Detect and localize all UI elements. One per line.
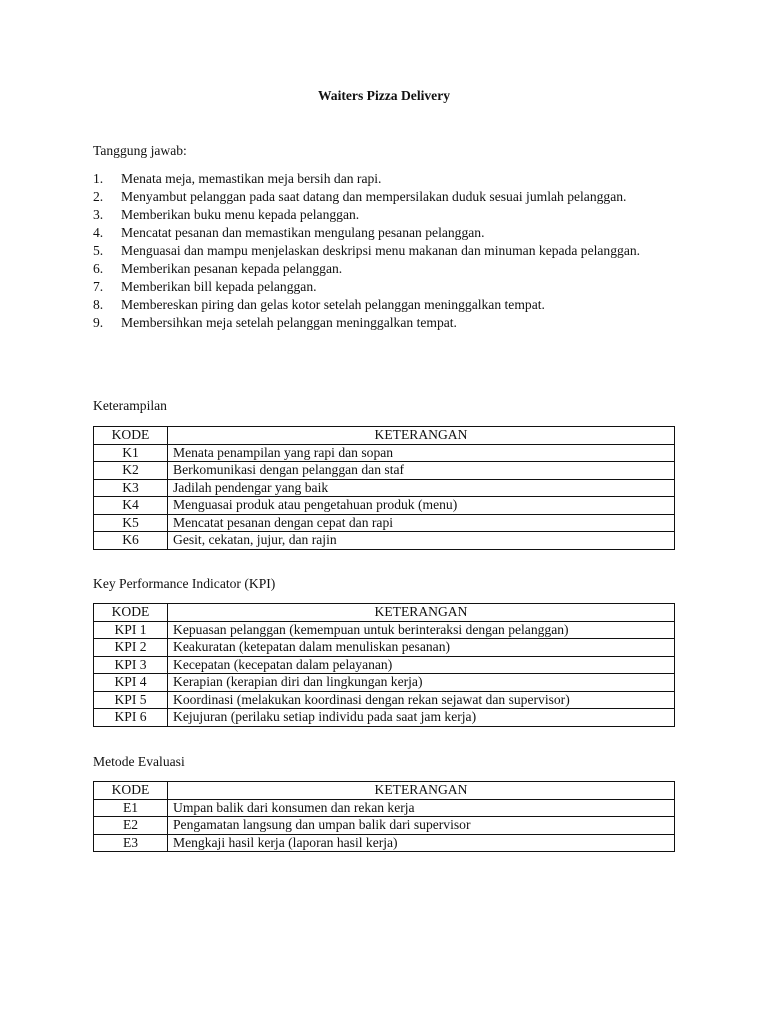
table-row (94, 514, 675, 532)
list-item-number: 3. (93, 207, 104, 222)
cell-description: Keakuratan (ketepatan dalam menuliskan pesanan) (168, 639, 675, 657)
table-row (94, 479, 675, 497)
cell-code: KPI 4 (94, 674, 168, 692)
table-header-row (94, 427, 675, 445)
cell-code: KPI 6 (94, 709, 168, 727)
skills-heading: Keterampilan (93, 398, 167, 413)
cell-description: Kejujuran (perilaku setiap individu pada saat jam kerja) (168, 709, 675, 727)
cell-code: E2 (94, 817, 168, 835)
cell-description: Jadilah pendengar yang baik (168, 479, 675, 497)
column-header-code: KODE (94, 782, 168, 800)
list-item-number: 2. (93, 189, 104, 204)
column-header-code: KODE (94, 427, 168, 445)
list-item-number: 8. (93, 297, 104, 312)
list-item (93, 260, 675, 278)
evaluation-heading: Metode Evaluasi (93, 754, 185, 769)
list-item-number: 1. (93, 171, 104, 186)
cell-code: K1 (94, 444, 168, 462)
cell-code: K2 (94, 462, 168, 480)
cell-description: Pengamatan langsung dan umpan balik dari supervisor (168, 817, 675, 835)
document-title: Waiters Pizza Delivery (317, 88, 451, 103)
table-header-row (94, 782, 675, 800)
table-row (94, 444, 675, 462)
skills-table (93, 426, 675, 550)
table-row (94, 621, 675, 639)
cell-description: Menata penampilan yang rapi dan sopan (168, 444, 675, 462)
table-row (94, 532, 675, 550)
list-item (93, 242, 675, 260)
table-row (94, 639, 675, 657)
list-item (93, 296, 675, 314)
cell-code: K6 (94, 532, 168, 550)
list-item-text: Menata meja, memastikan meja bersih dan rapi. (121, 171, 382, 186)
list-item-text: Menyambut pelanggan pada saat datang dan mempersilakan duduk sesuai jumlah pelanggan. (121, 189, 627, 204)
list-item (93, 170, 675, 188)
list-item (93, 224, 675, 242)
responsibilities-list (93, 170, 675, 332)
kpi-heading: Key Performance Indicator (KPI) (93, 576, 276, 591)
kpi-table (93, 603, 675, 727)
cell-description: Mengkaji hasil kerja (laporan hasil kerja) (168, 834, 675, 852)
cell-code: E3 (94, 834, 168, 852)
table-row (94, 674, 675, 692)
list-item-number: 7. (93, 279, 104, 294)
list-item-text: Memberikan pesanan kepada pelanggan. (121, 261, 343, 276)
column-header-description: KETERANGAN (168, 427, 675, 445)
list-item-text: Mencatat pesanan dan memastikan mengulang pesanan pelanggan. (121, 225, 485, 240)
table-row (94, 799, 675, 817)
table-row (94, 462, 675, 480)
cell-description: Menguasai produk atau pengetahuan produk (menu) (168, 497, 675, 515)
cell-code: K5 (94, 514, 168, 532)
list-item-text: Membereskan piring dan gelas kotor setelah pelanggan meninggalkan tempat. (121, 297, 545, 312)
list-item-number: 6. (93, 261, 104, 276)
cell-description: Mencatat pesanan dengan cepat dan rapi (168, 514, 675, 532)
cell-description: Berkomunikasi dengan pelanggan dan staf (168, 462, 675, 480)
list-item (93, 314, 675, 332)
list-item-text: Membersihkan meja setelah pelanggan meninggalkan tempat. (121, 315, 457, 330)
cell-code: KPI 2 (94, 639, 168, 657)
table-row (94, 834, 675, 852)
list-item (93, 188, 675, 206)
list-item-number: 5. (93, 243, 104, 258)
cell-code: K3 (94, 479, 168, 497)
cell-code: K4 (94, 497, 168, 515)
list-item-text: Memberikan bill kepada pelanggan. (121, 279, 317, 294)
column-header-description: KETERANGAN (168, 604, 675, 622)
list-item-text: Memberikan buku menu kepada pelanggan. (121, 207, 360, 222)
evaluation-table (93, 781, 675, 852)
list-item (93, 278, 675, 296)
table-header-row (94, 604, 675, 622)
table-row (94, 817, 675, 835)
cell-code: KPI 1 (94, 621, 168, 639)
cell-description: Koordinasi (melakukan koordinasi dengan rekan sejawat dan supervisor) (168, 691, 675, 709)
column-header-code: KODE (94, 604, 168, 622)
list-item-text: Menguasai dan mampu menjelaskan deskripsi menu makanan dan minuman kepada pelanggan. (121, 243, 641, 258)
cell-description: Kepuasan pelanggan (kemempuan untuk berinteraksi dengan pelanggan) (168, 621, 675, 639)
responsibilities-heading: Tanggung jawab: (93, 143, 187, 158)
cell-code: KPI 3 (94, 656, 168, 674)
list-item-number: 9. (93, 315, 104, 330)
table-row (94, 691, 675, 709)
table-row (94, 497, 675, 515)
table-row (94, 656, 675, 674)
column-header-description: KETERANGAN (168, 782, 675, 800)
cell-description: Kecepatan (kecepatan dalam pelayanan) (168, 656, 675, 674)
list-item (93, 206, 675, 224)
cell-description: Umpan balik dari konsumen dan rekan kerja (168, 799, 675, 817)
cell-code: E1 (94, 799, 168, 817)
table-row (94, 709, 675, 727)
cell-description: Kerapian (kerapian diri dan lingkungan kerja) (168, 674, 675, 692)
cell-code: KPI 5 (94, 691, 168, 709)
list-item-number: 4. (93, 225, 104, 240)
cell-description: Gesit, cekatan, jujur, dan rajin (168, 532, 675, 550)
